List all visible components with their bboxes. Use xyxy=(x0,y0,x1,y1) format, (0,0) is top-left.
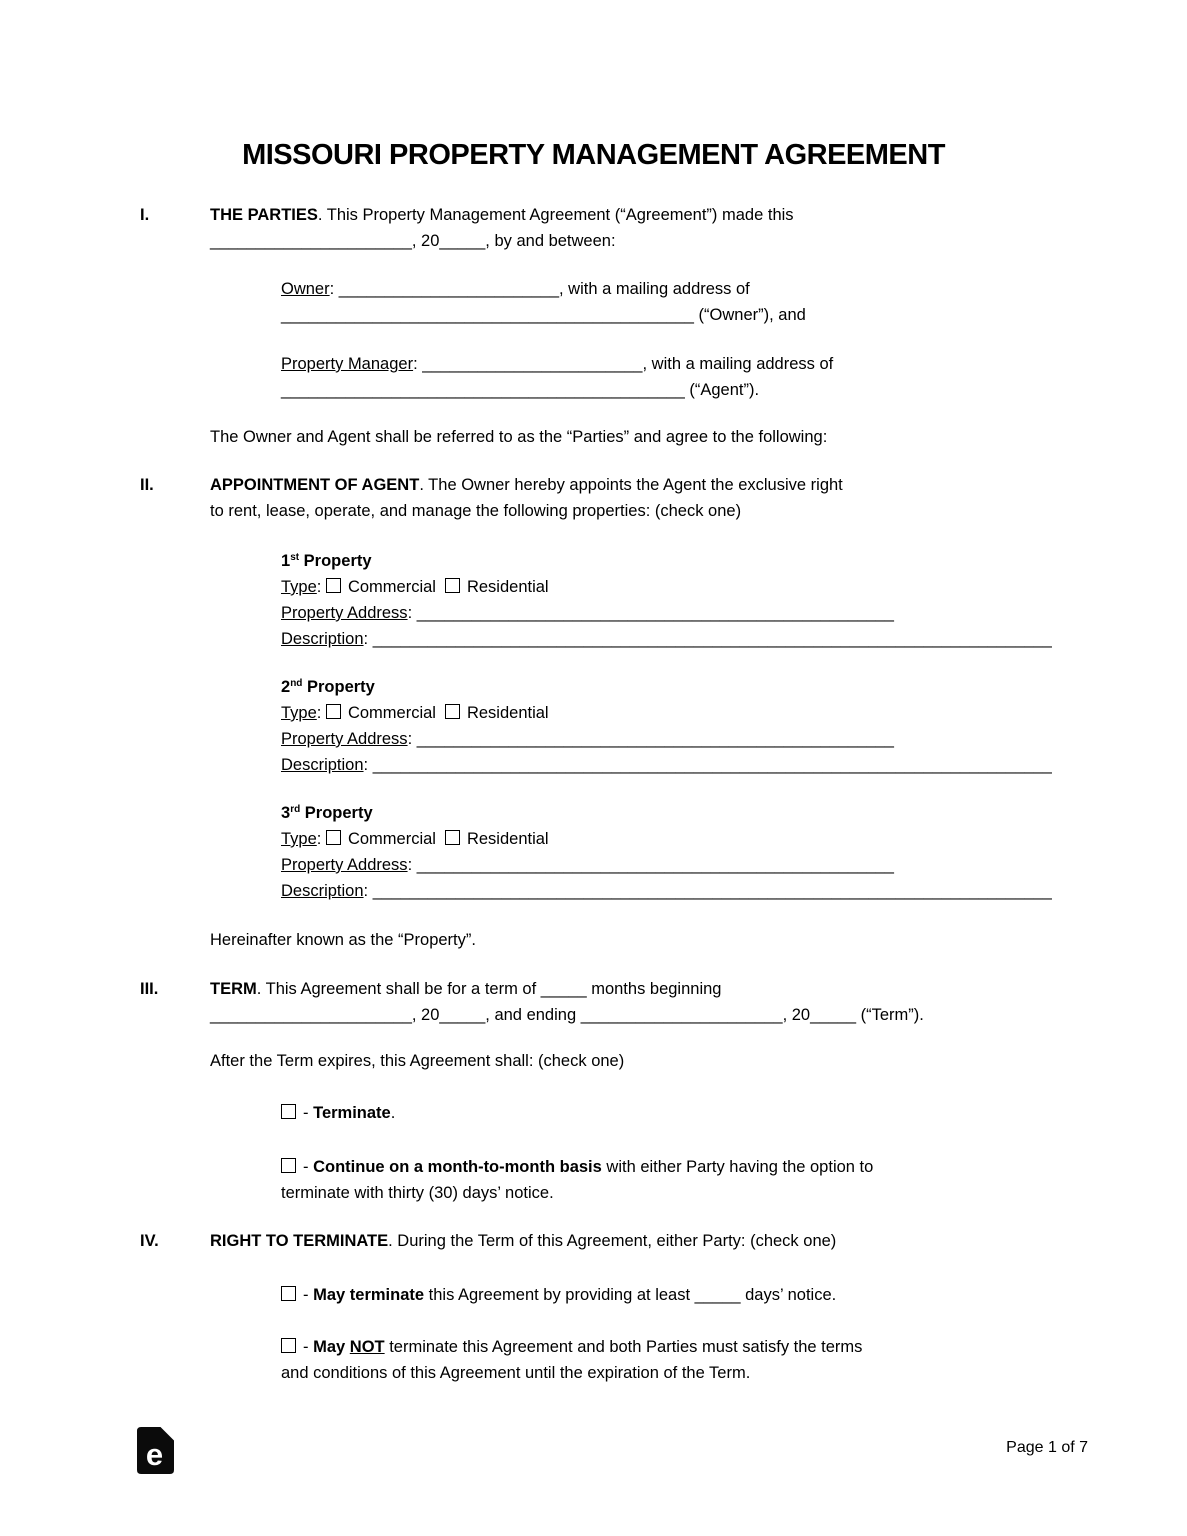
option-may-not-line1 xyxy=(281,1334,1047,1360)
manager-line2 xyxy=(281,377,1047,403)
page-number: Page 1 of 7 xyxy=(1006,1439,1088,1456)
description-blank: : __________________________________________________________________________ xyxy=(363,882,1052,900)
property-address-label: Property Address xyxy=(281,604,408,622)
option-continue-text-2: terminate with thirty (30) days’ notice. xyxy=(281,1184,554,1202)
checkbox-residential-2[interactable] xyxy=(445,704,460,719)
section-2-numeral: II. xyxy=(140,476,154,494)
section-the-parties xyxy=(140,202,1047,450)
property-1-description-line xyxy=(281,626,1052,652)
option-dash: - xyxy=(303,1286,314,1304)
property-address-label: Property Address xyxy=(281,856,408,874)
parties-intro-text: . This Property Management Agreement (“Agreement”) made this xyxy=(317,206,794,224)
property-3-number: 3 xyxy=(281,804,291,822)
property-1-ordinal: st xyxy=(290,552,300,563)
option-may-line xyxy=(281,1282,1047,1308)
property-3-ordinal: rd xyxy=(290,804,301,815)
checkbox-residential-3[interactable] xyxy=(445,830,460,845)
termination-text: . During the Term of this Agreement, either Party: (check one) xyxy=(388,1232,837,1250)
section-3-numeral: III. xyxy=(140,980,159,998)
checkbox-may-terminate[interactable] xyxy=(281,1286,296,1301)
checkbox-may-not-terminate[interactable] xyxy=(281,1338,296,1353)
option-commercial-label: Commercial xyxy=(347,578,436,596)
type-label: Type xyxy=(281,578,317,596)
section-3-heading: TERM xyxy=(210,980,257,998)
option-continue-line1 xyxy=(281,1154,1047,1180)
option-may-not-emphasis: NOT xyxy=(349,1338,385,1356)
term-expires-text: After the Term expires, this Agreement shall: (check one) xyxy=(210,1052,625,1070)
hereinafter-note xyxy=(210,927,1047,953)
option-continue-after: with either Party having the option to xyxy=(601,1158,874,1176)
property-1-address-line xyxy=(281,600,1047,626)
property-2-type-line xyxy=(281,700,1047,726)
property-manager-label: Property Manager xyxy=(281,355,414,373)
property-address-blank: : ____________________________________________________ xyxy=(407,604,894,622)
property-address-label: Property Address xyxy=(281,730,408,748)
parties-intro-line1 xyxy=(210,202,1047,228)
section-4-numeral: IV. xyxy=(140,1232,159,1250)
owner-line2 xyxy=(281,302,1047,328)
option-residential-label: Residential xyxy=(466,578,549,596)
option-terminate xyxy=(281,1100,1047,1126)
option-continue-monthly xyxy=(281,1154,1047,1206)
property-manager-block xyxy=(281,351,1047,403)
term-dates-blank: ______________________, 20_____, and ending ______________________, 20_____ (“Term”). xyxy=(210,1006,924,1024)
appointment-text-2: to rent, lease, operate, and manage the following properties: (check one) xyxy=(210,502,742,520)
property-2-description-line xyxy=(281,752,1052,778)
type-label: Type xyxy=(281,704,317,722)
parties-intro-line2 xyxy=(210,228,1047,254)
option-commercial-label: Commercial xyxy=(347,830,436,848)
option-may-not-after: terminate this Agreement and both Parties must satisfy the terms xyxy=(384,1338,863,1356)
owner-block xyxy=(281,276,1047,328)
description-blank: : __________________________________________________________________________ xyxy=(363,630,1052,648)
parties-note xyxy=(210,424,1047,450)
section-right-to-terminate xyxy=(140,1228,1047,1386)
property-block-3 xyxy=(281,800,1052,904)
option-terminate-label: Terminate xyxy=(313,1104,391,1122)
property-block-2 xyxy=(281,674,1052,778)
option-continue-label: Continue on a month-to-month basis xyxy=(313,1158,602,1176)
type-colon: : xyxy=(316,578,326,596)
option-residential-label: Residential xyxy=(466,704,549,722)
term-line1 xyxy=(210,976,1047,1002)
term-line2 xyxy=(210,1002,1047,1028)
checkbox-residential-1[interactable] xyxy=(445,578,460,593)
eforms-logo-icon xyxy=(137,1427,174,1482)
owner-line1 xyxy=(281,276,1047,302)
checkbox-commercial-2[interactable] xyxy=(326,704,341,719)
option-commercial-label: Commercial xyxy=(347,704,436,722)
section-2-heading: APPOINTMENT OF AGENT xyxy=(210,476,420,494)
property-2-word: Property xyxy=(302,678,375,696)
type-colon: : xyxy=(316,704,326,722)
agreement-date-blank: ______________________, 20_____, by and between: xyxy=(210,232,616,250)
owner-address-blank: _____________________________________________ (“Owner”), and xyxy=(281,306,806,324)
property-1-number: 1 xyxy=(281,552,291,570)
term-text: . This Agreement shall be for a term of _____ months beginning xyxy=(256,980,722,998)
parties-note-text: The Owner and Agent shall be referred to as the “Parties” and agree to the following: xyxy=(210,428,828,446)
appointment-line2 xyxy=(210,498,1047,524)
property-2-address-line xyxy=(281,726,1047,752)
checkbox-terminate[interactable] xyxy=(281,1104,296,1119)
term-expires-note xyxy=(210,1048,1047,1074)
property-1-word: Property xyxy=(299,552,372,570)
property-2-number: 2 xyxy=(281,678,291,696)
owner-name-blank: : ________________________, with a mailing address of xyxy=(329,280,750,298)
option-continue-line2 xyxy=(281,1180,1047,1206)
eforms-logo-letter: e xyxy=(145,1437,164,1472)
description-label: Description xyxy=(281,630,364,648)
option-terminate-line xyxy=(281,1100,1047,1126)
description-label: Description xyxy=(281,756,364,774)
checkbox-commercial-3[interactable] xyxy=(326,830,341,845)
option-may-after: this Agreement by providing at least _____ days’ notice. xyxy=(424,1286,837,1304)
type-colon: : xyxy=(316,830,326,848)
section-1-numeral: I. xyxy=(140,206,150,224)
option-residential-label: Residential xyxy=(466,830,549,848)
option-dash: - xyxy=(303,1158,314,1176)
section-appointment-of-agent xyxy=(140,472,1052,953)
option-dash: - xyxy=(303,1338,314,1356)
property-1-title xyxy=(281,548,1047,574)
manager-name-blank: : ________________________, with a mailing address of xyxy=(413,355,834,373)
description-label: Description xyxy=(281,882,364,900)
section-4-heading: RIGHT TO TERMINATE xyxy=(210,1232,389,1250)
property-3-type-line xyxy=(281,826,1047,852)
appointment-text: . The Owner hereby appoints the Agent the exclusive right xyxy=(419,476,843,494)
option-may-not-text-2: and conditions of this Agreement until the expiration of the Term. xyxy=(281,1364,751,1382)
property-3-word: Property xyxy=(300,804,373,822)
property-2-ordinal: nd xyxy=(290,678,303,689)
owner-label: Owner xyxy=(281,280,330,298)
property-block-1 xyxy=(281,548,1052,652)
hereinafter-text: Hereinafter known as the “Property”. xyxy=(210,931,476,949)
checkbox-continue-monthly[interactable] xyxy=(281,1158,296,1173)
option-may-terminate xyxy=(281,1282,1047,1308)
option-may-not-terminate xyxy=(281,1334,1047,1386)
option-dash: - xyxy=(303,1104,314,1122)
property-address-blank: : ____________________________________________________ xyxy=(407,856,894,874)
property-3-title xyxy=(281,800,1047,826)
description-blank: : __________________________________________________________________________ xyxy=(363,756,1052,774)
manager-line1 xyxy=(281,351,1047,377)
option-may-not-label: May xyxy=(313,1338,350,1356)
termination-line1 xyxy=(210,1228,1047,1254)
option-may-not-line2 xyxy=(281,1360,1047,1386)
property-address-blank: : ____________________________________________________ xyxy=(407,730,894,748)
appointment-line1 xyxy=(210,472,1047,498)
checkbox-commercial-1[interactable] xyxy=(326,578,341,593)
document-title: MISSOURI PROPERTY MANAGEMENT AGREEMENT xyxy=(242,139,945,171)
option-terminate-after: . xyxy=(390,1104,396,1122)
section-1-heading: THE PARTIES xyxy=(210,206,318,224)
type-label: Type xyxy=(281,830,317,848)
property-3-description-line xyxy=(281,878,1052,904)
property-2-title xyxy=(281,674,1047,700)
section-term xyxy=(140,976,1047,1206)
option-may-label: May terminate xyxy=(313,1286,425,1304)
manager-address-blank: ____________________________________________ (“Agent”). xyxy=(281,381,760,399)
property-3-address-line xyxy=(281,852,1047,878)
property-1-type-line xyxy=(281,574,1047,600)
